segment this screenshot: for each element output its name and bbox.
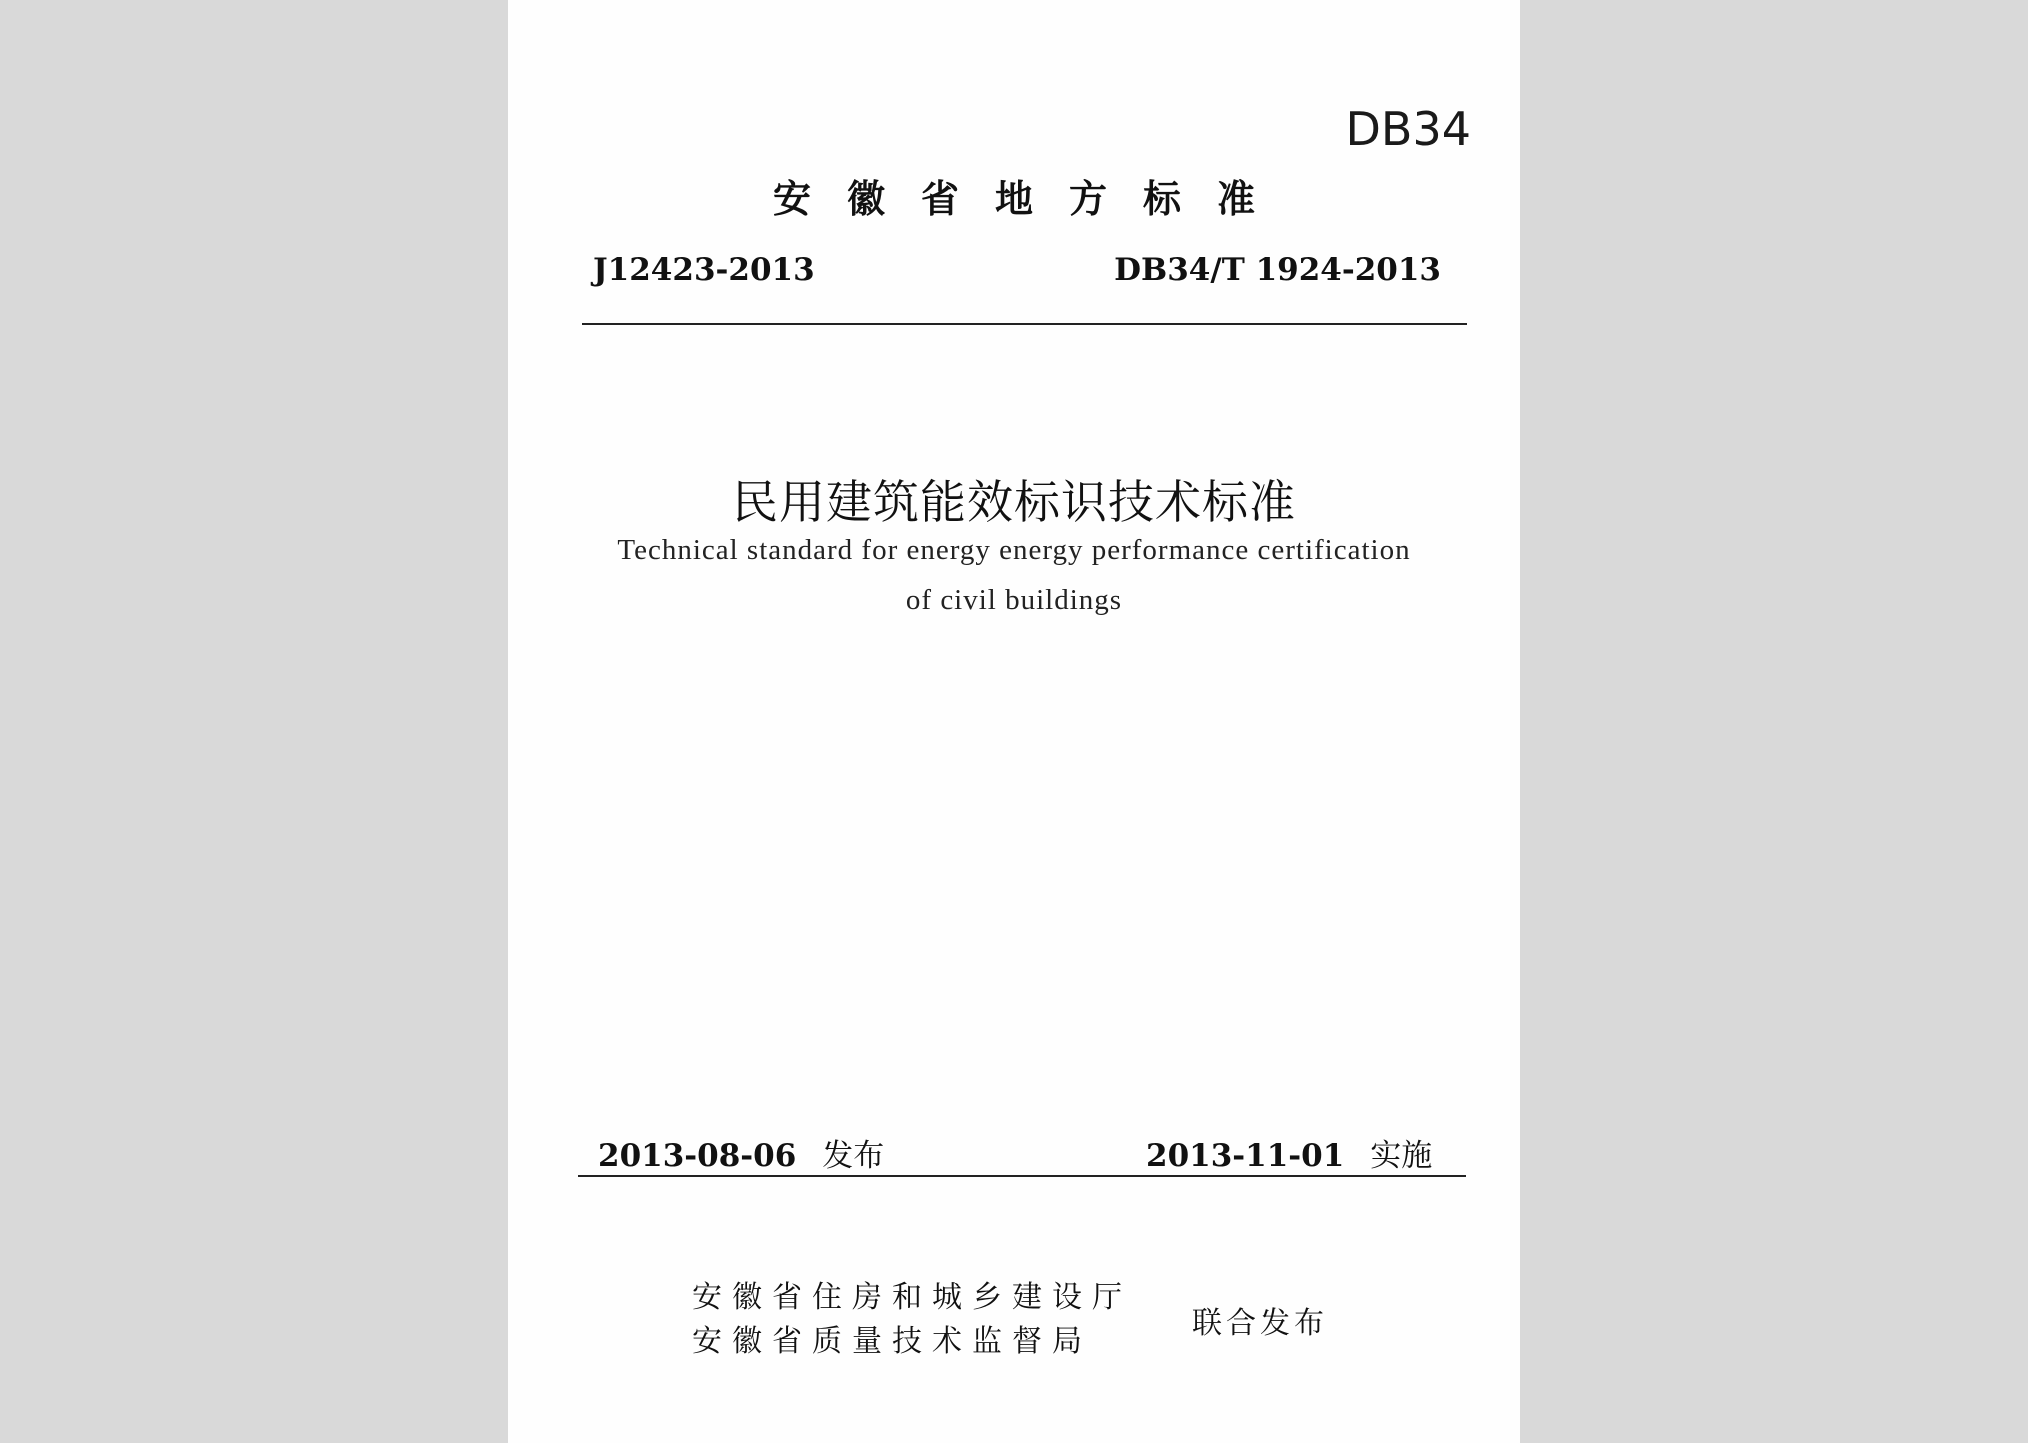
effective-date: 2013-11-01 xyxy=(1146,1138,1345,1174)
top-divider xyxy=(582,323,1467,325)
publisher-org2: 安徽省质量技术监督局 xyxy=(692,1324,1092,1359)
bottom-divider xyxy=(578,1175,1466,1177)
standard-number: DB34/T 1924-2013 xyxy=(1114,252,1441,288)
publisher-list xyxy=(692,1276,1132,1364)
effective-date-group xyxy=(1146,1130,1432,1175)
title-english-line1: Technical standard for energy energy performance certification xyxy=(617,534,1411,566)
db-code: DB34 xyxy=(1345,102,1471,156)
effective-label: 实施 xyxy=(1370,1138,1433,1174)
title-english-line2: of civil buildings xyxy=(905,584,1123,616)
document-page xyxy=(508,0,1520,1443)
issue-label: 发布 xyxy=(822,1138,885,1174)
joint-publish-label: 联合发布 xyxy=(1192,1306,1328,1341)
standard-type: 安徽省地方标准 xyxy=(772,177,1291,221)
issue-date-group xyxy=(598,1130,884,1175)
publisher-org1: 安徽省住房和城乡建设厅 xyxy=(692,1280,1132,1315)
title-chinese: 民用建筑能效标识技术标准 xyxy=(732,475,1296,529)
record-number: J12423-2013 xyxy=(593,252,815,288)
issue-date: 2013-08-06 xyxy=(598,1138,797,1174)
